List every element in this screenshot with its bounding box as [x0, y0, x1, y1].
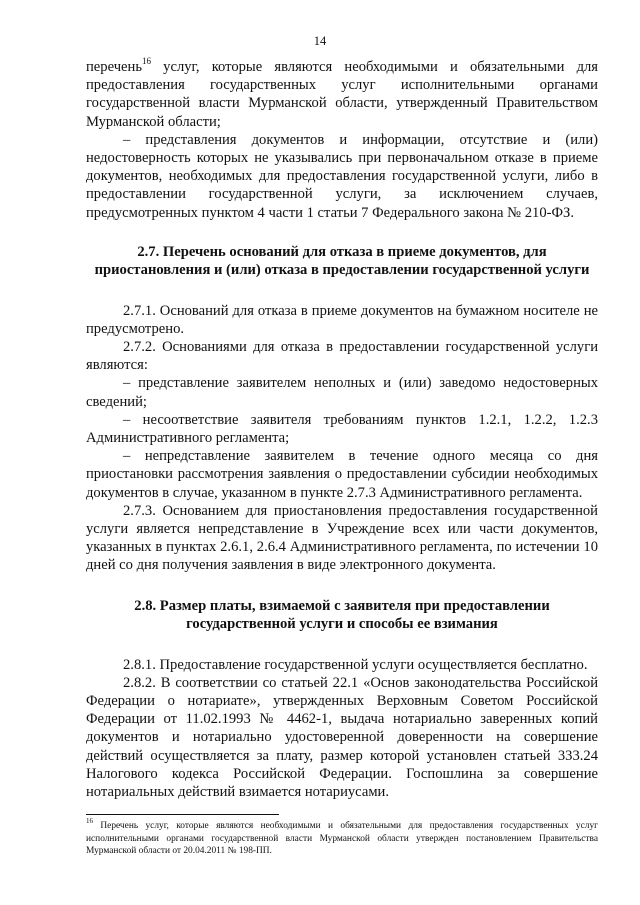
paragraph: – представление заявителем неполных и (или) заведомо недостоверных сведений; — [86, 375, 598, 410]
page-number: 14 — [313, 34, 327, 48]
paragraph: 2.7.3. Основанием для приостановления предоставления государственной услуги является непредставление в Учреждение всех или части документов, указанных в пунктах 2.6.1, 2.6.4 Административного регламента, по истечении 10 дней со дня получения заявления в виде электронного документа. — [86, 502, 598, 574]
section-heading-2-8: 2.8. Размер платы, взимаемой с заявителя при предоставлении государственной услуги и способы ее взимания — [134, 597, 550, 633]
paragraph: 2.8.2. В соответствии со статьей 22.1 «Основ законодательства Российской Федерации о нотариате», утвержденных Верховным Советом Российской Федерации от 11.02.1993 № 4462-1, выдача нотариально заверенных копий документов и нотариально удостоверенной доверенности на совершение действий осуществляется за плату, размер которой установлен статьей 333.24 Налогового кодекса Российской Федерации. Госпошлина за совершение нотариальных действий взимается нотариусами. — [86, 674, 598, 800]
footnote-marker: 16 — [86, 816, 93, 825]
document-body — [86, 58, 598, 801]
paragraph: 2.7.2. Основаниями для отказа в предоставлении государственной услуги являются: — [86, 339, 598, 374]
paragraph: 2.8.1. Предоставление государственной услуги осуществляется бесплатно. — [123, 656, 588, 673]
footnote-divider — [86, 814, 279, 815]
paragraph: – представления документов и информации, отсутствие и (или) недостоверность которых не указывались при первоначальном отказе в приеме документов, необходимых для предоставления государственной услуги, либо в предоставлении государственной услуги, за исключением случаев, предусмотренных пунктом 4 части 1 статьи 7 Федерального закона № 210-ФЗ. — [86, 131, 598, 221]
footnote — [86, 816, 598, 858]
paragraph: 2.7.1. Оснований для отказа в приеме документов на бумажном носителе не предусмотрено. — [86, 302, 598, 337]
footnote-reference: 16 — [141, 56, 151, 67]
paragraph: – несоответствие заявителя требованиям пунктов 1.2.1, 1.2.2, 1.2.3 Административного регламента; — [86, 411, 598, 447]
paragraph-text: перечень — [86, 59, 142, 75]
paragraph-continued — [86, 58, 598, 131]
section-heading-2-7: 2.7. Перечень оснований для отказа в приеме документов, для приостановления и (или) отказа в предоставлении государственной услуги — [94, 243, 590, 279]
paragraph-text: услуг, которые являются необходимыми и обязательными для предоставления государственных услуг исполнительными органами государственной власти Мурманской области, утвержденный Правительством Мурманской области; — [86, 59, 598, 130]
paragraph: – непредставление заявителем в течение одного месяца со дня приостановки рассмотрения заявления о предоставлении субсидии необходимых документов в случае, указанном в пункте 2.7.3 Административного регламента. — [86, 448, 598, 501]
footnote-text: Перечень услуг, которые являются необходимыми и обязательными для предоставления государственных услуг исполнительными органами государственной власти Мурманской области утвержден постановлением Правительства Мурманской области от 20.04.2011 № 198-ПП. — [86, 821, 598, 857]
